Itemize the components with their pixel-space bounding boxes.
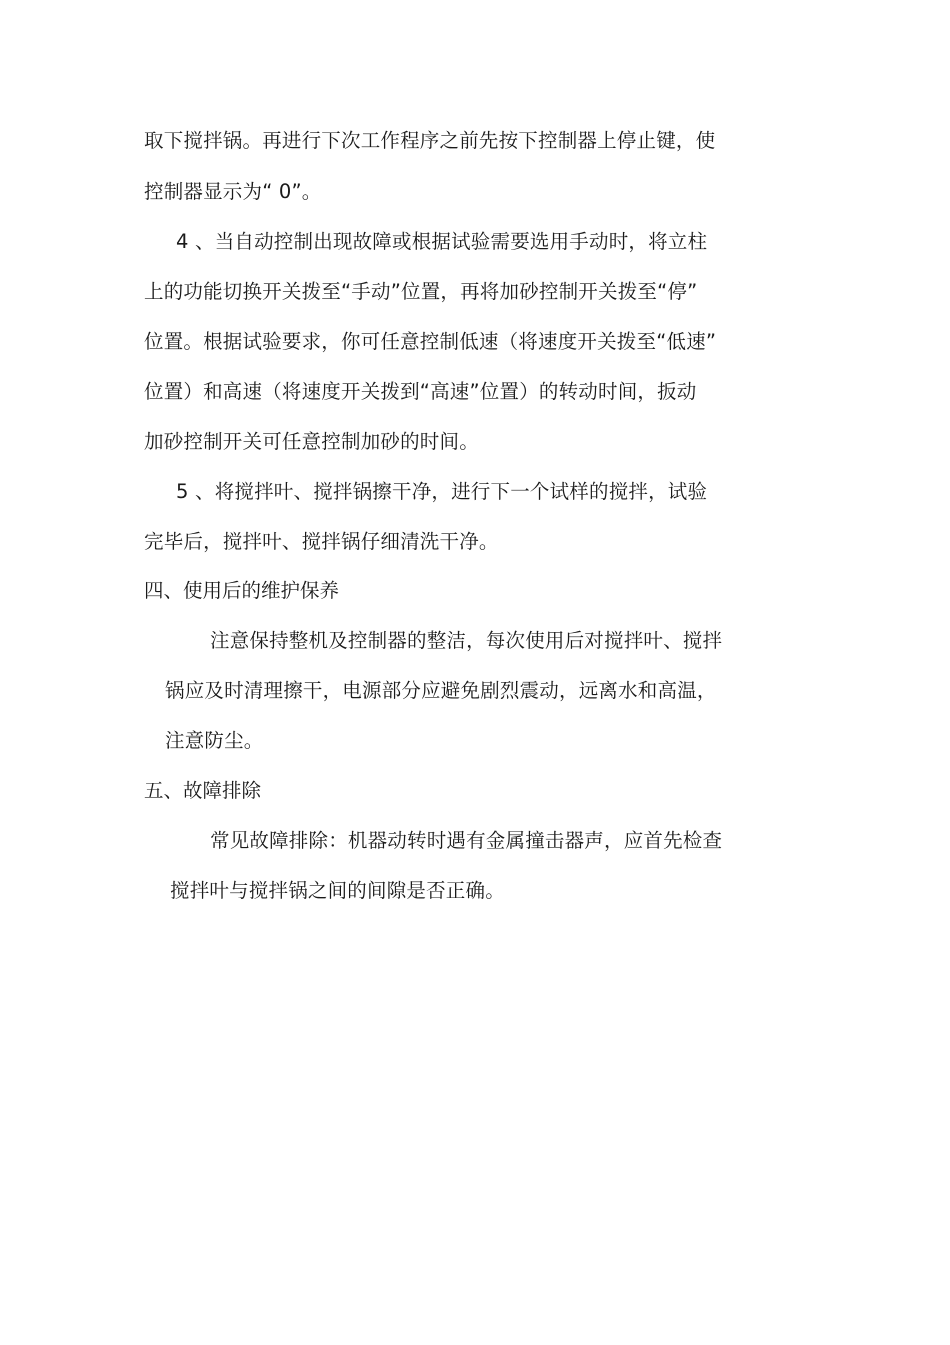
item-4-line: 4 、当自动控制出现故障或根据试验需要选用手动时，将立柱 [176,230,708,253]
item-4-line: 加砂控制开关可任意控制加砂的时间。 [144,430,479,453]
item-4-line: 位置）和高速（将速度开关拨到“高速”位置）的转动时间，扳动 [144,380,697,403]
item-4-line: 位置。根据试验要求，你可任意控制低速（将速度开关拨至“低速” [144,330,717,353]
item-5-line: 5 、将搅拌叶、搅拌锅擦干净，进行下一个试样的搅拌，试验 [176,480,708,503]
section-5-line: 搅拌叶与搅拌锅之间的间隙是否正确。 [170,879,505,902]
section-4-line: 注意防尘。 [165,729,264,752]
item-5-line: 完毕后，搅拌叶、搅拌锅仔细清洗干净。 [144,530,499,553]
paragraph-line: 取下搅拌锅。再进行下次工作程序之前先按下控制器上停止键，使 [144,129,716,152]
section-4-line: 注意保持整机及控制器的整洁，每次使用后对搅拌叶、搅拌 [210,629,723,652]
paragraph-line: 控制器显示为“ 0”。 [144,180,322,203]
section-5-line: 常见故障排除：机器动转时遇有金属撞击器声，应首先检查 [210,829,723,852]
section-5-heading: 五、故障排除 [144,779,262,802]
section-4-line: 锅应及时清理擦干，电源部分应避免剧烈震动，远离水和高温， [165,679,717,702]
section-4-heading: 四、使用后的维护保养 [144,579,340,602]
item-4-line: 上的功能切换开关拨至“手动”位置，再将加砂控制开关拨至“停” [144,280,698,303]
